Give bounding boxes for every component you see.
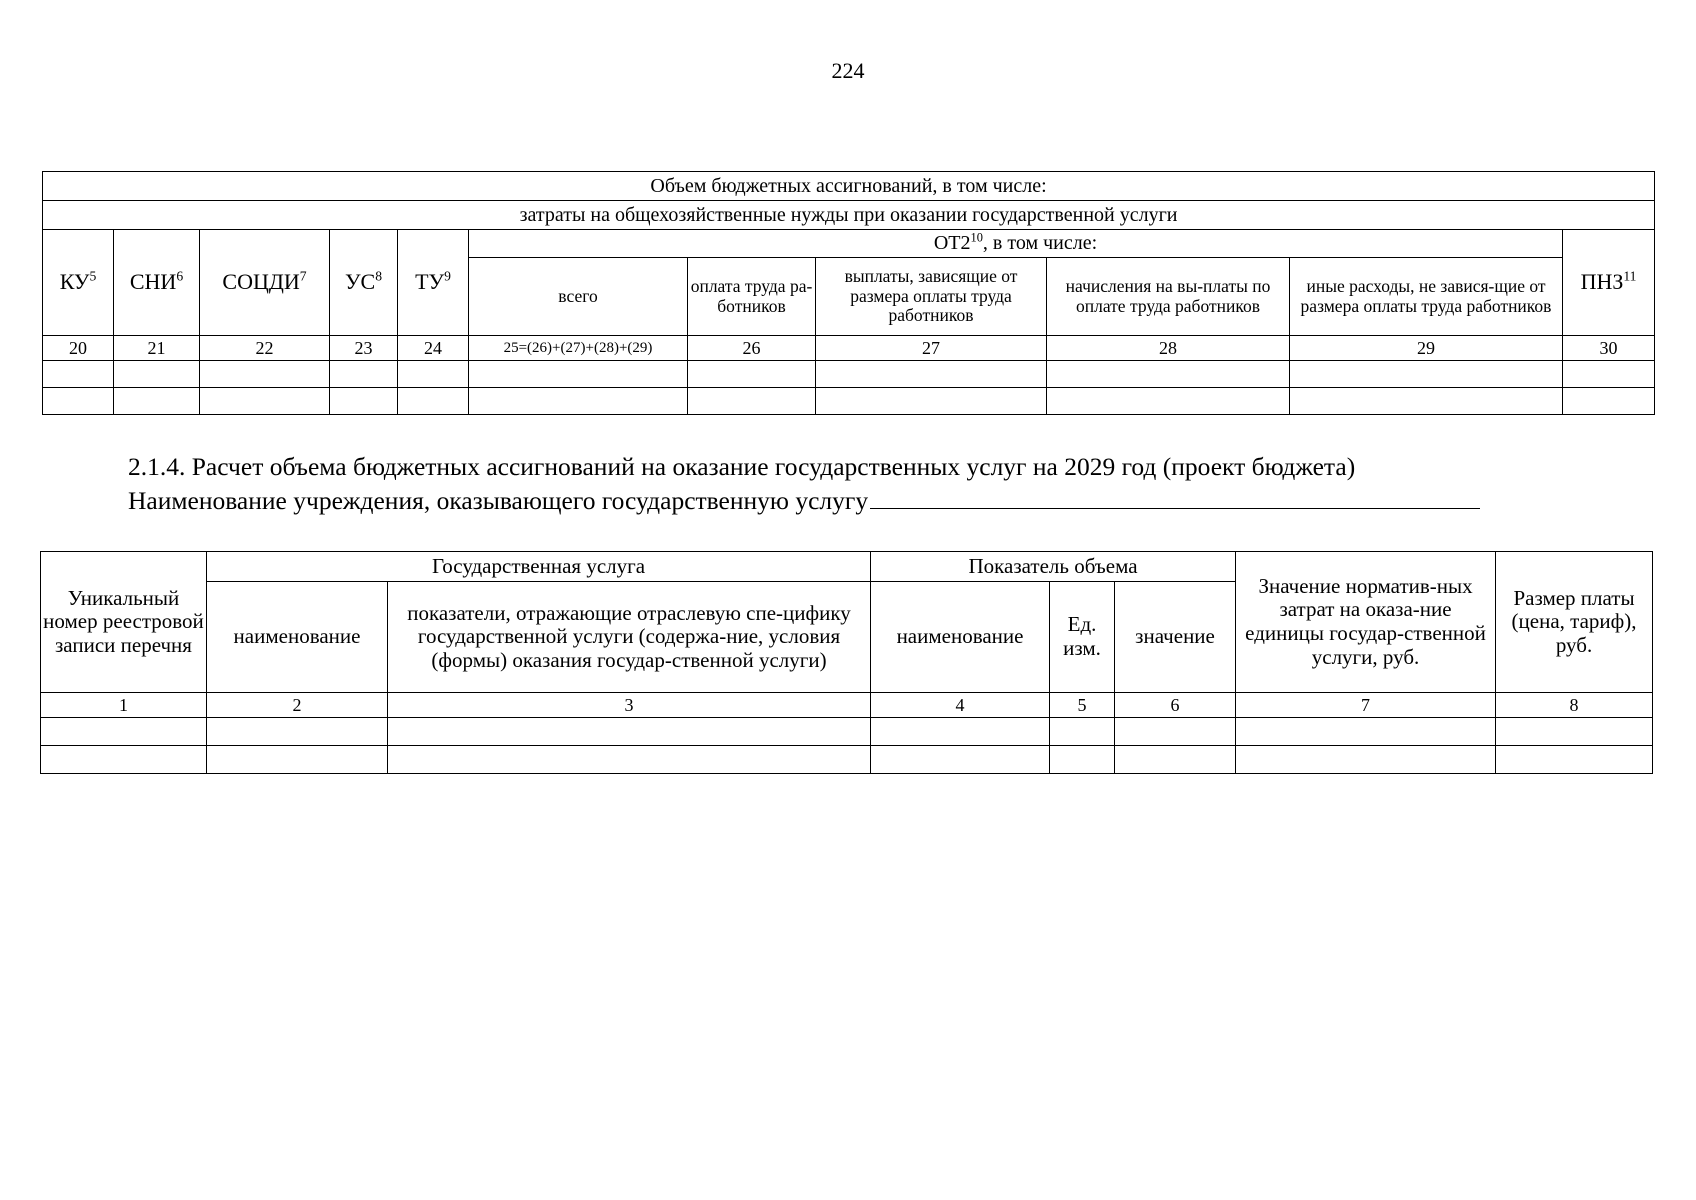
- table-cell: [1496, 718, 1653, 746]
- column-header-ot2-payments: выплаты, зависящие от размера оплаты труда работников: [816, 258, 1047, 336]
- column-header-ot2-total: всего: [469, 258, 688, 336]
- column-number: 21: [114, 336, 200, 361]
- column-number: 29: [1290, 336, 1563, 361]
- column-header-service-name: наименование: [207, 582, 388, 693]
- table-row: [41, 746, 1653, 774]
- table-cell: [398, 361, 469, 388]
- column-number: 7: [1236, 693, 1496, 718]
- table-cell: [871, 746, 1050, 774]
- table-cell: [871, 718, 1050, 746]
- column-header-volume-value: значение: [1115, 582, 1236, 693]
- table-cell: [688, 388, 816, 415]
- column-number: 8: [1496, 693, 1653, 718]
- table-cell: [688, 361, 816, 388]
- section-heading: 2.1.4. Расчет объема бюджетных ассигнований на оказание государственных услуг на 2029 год (проект бюджета): [128, 452, 1356, 481]
- table-cell: [41, 746, 207, 774]
- column-number: 23: [330, 336, 398, 361]
- column-header-sni: СНИ$^6$: [114, 230, 200, 336]
- table-cell: [207, 718, 388, 746]
- table-row: [43, 388, 1655, 415]
- column-number: 4: [871, 693, 1050, 718]
- table-cell: [1050, 746, 1115, 774]
- table-cell: [469, 388, 688, 415]
- column-number: 2: [207, 693, 388, 718]
- table-cell: [1290, 388, 1563, 415]
- column-header-ot2: $ОТ2^{10}$, в том числе:: [469, 230, 1563, 258]
- column-header-us: $УС^8$: [330, 230, 398, 336]
- table-cell: [1496, 746, 1653, 774]
- table-cell: [330, 361, 398, 388]
- column-number: 27: [816, 336, 1047, 361]
- column-number: 30: [1563, 336, 1655, 361]
- column-number: 24: [398, 336, 469, 361]
- table-cell: [207, 746, 388, 774]
- table-cell: [114, 361, 200, 388]
- table-cell: [41, 718, 207, 746]
- column-header-unique-number: Уникальный номер реестровой записи перечня: [41, 552, 207, 693]
- column-number: 26: [688, 336, 816, 361]
- column-number: 5: [1050, 693, 1115, 718]
- column-header-service-indicators: показатели, отражающие отраслевую спе-цифику государственной услуги (содержа-ние, условия (формы) оказания государ-ственной услуги): [388, 582, 871, 693]
- table-cell: [330, 388, 398, 415]
- table-cell: [1563, 388, 1655, 415]
- table-cell: [200, 388, 330, 415]
- general-costs-header: затраты на общехозяйственные нужды при оказании государственной услуги: [43, 201, 1655, 230]
- column-number: 6: [1115, 693, 1236, 718]
- column-header-volume-indicator: Показатель объема: [871, 552, 1236, 582]
- table-cell: [200, 361, 330, 388]
- column-number: 3: [388, 693, 871, 718]
- institution-name-blank: [870, 507, 1480, 509]
- column-header-normative-costs: Значение норматив-ных затрат на оказа-ние единицы государ-ственной услуги, руб.: [1236, 552, 1496, 693]
- table-cell: [398, 388, 469, 415]
- budget-allocation-header: Объем бюджетных ассигнований, в том числе:: [43, 172, 1655, 201]
- table-cell: [1115, 718, 1236, 746]
- institution-name-line: [128, 486, 1480, 516]
- column-number: 20: [43, 336, 114, 361]
- table-cell: [816, 361, 1047, 388]
- table-cell: [114, 388, 200, 415]
- table-cell: [816, 388, 1047, 415]
- table-cell: [388, 718, 871, 746]
- table-cell: [43, 388, 114, 415]
- column-header-socdi: СОЦДИ$^7$: [200, 230, 330, 336]
- column-header-gov-service: Государственная услуга: [207, 552, 871, 582]
- column-number: 22: [200, 336, 330, 361]
- table-cell: [1050, 718, 1115, 746]
- column-header-volume-name: наименование: [871, 582, 1050, 693]
- page-number: 224: [831, 58, 865, 83]
- table-cell: [1236, 746, 1496, 774]
- table-row: [43, 361, 1655, 388]
- column-header-ku: $КУ^5$: [43, 230, 114, 336]
- column-number-formula: 25=(26)+(27)+(28)+(29): [469, 336, 688, 361]
- table-cell: [43, 361, 114, 388]
- table-cell: [1563, 361, 1655, 388]
- table-cell: [388, 746, 871, 774]
- table-cell: [1047, 388, 1290, 415]
- column-header-fee: Размер платы (цена, тариф), руб.: [1496, 552, 1653, 693]
- table-cell: [1290, 361, 1563, 388]
- table-cell: [469, 361, 688, 388]
- column-header-volume-unit: Ед. изм.: [1050, 582, 1115, 693]
- column-header-ot2-other: иные расходы, не завися-щие от размера оплаты труда работников: [1290, 258, 1563, 336]
- column-header-ot2-accruals: начисления на вы-платы по оплате труда работников: [1047, 258, 1290, 336]
- column-number: 28: [1047, 336, 1290, 361]
- table-cell: [1047, 361, 1290, 388]
- institution-label: Наименование учреждения, оказывающего государственную услугу: [128, 486, 869, 515]
- general-costs-table: [42, 171, 1655, 415]
- column-header-tu: $ТУ^9$: [398, 230, 469, 336]
- column-header-ot2-salary: оплата труда ра-ботников: [688, 258, 816, 336]
- column-header-pnz: ПНЗ$^{11}$: [1563, 230, 1655, 336]
- column-number: 1: [41, 693, 207, 718]
- table-cell: [1115, 746, 1236, 774]
- table-row: [41, 718, 1653, 746]
- table-cell: [1236, 718, 1496, 746]
- service-volume-table: [40, 551, 1653, 774]
